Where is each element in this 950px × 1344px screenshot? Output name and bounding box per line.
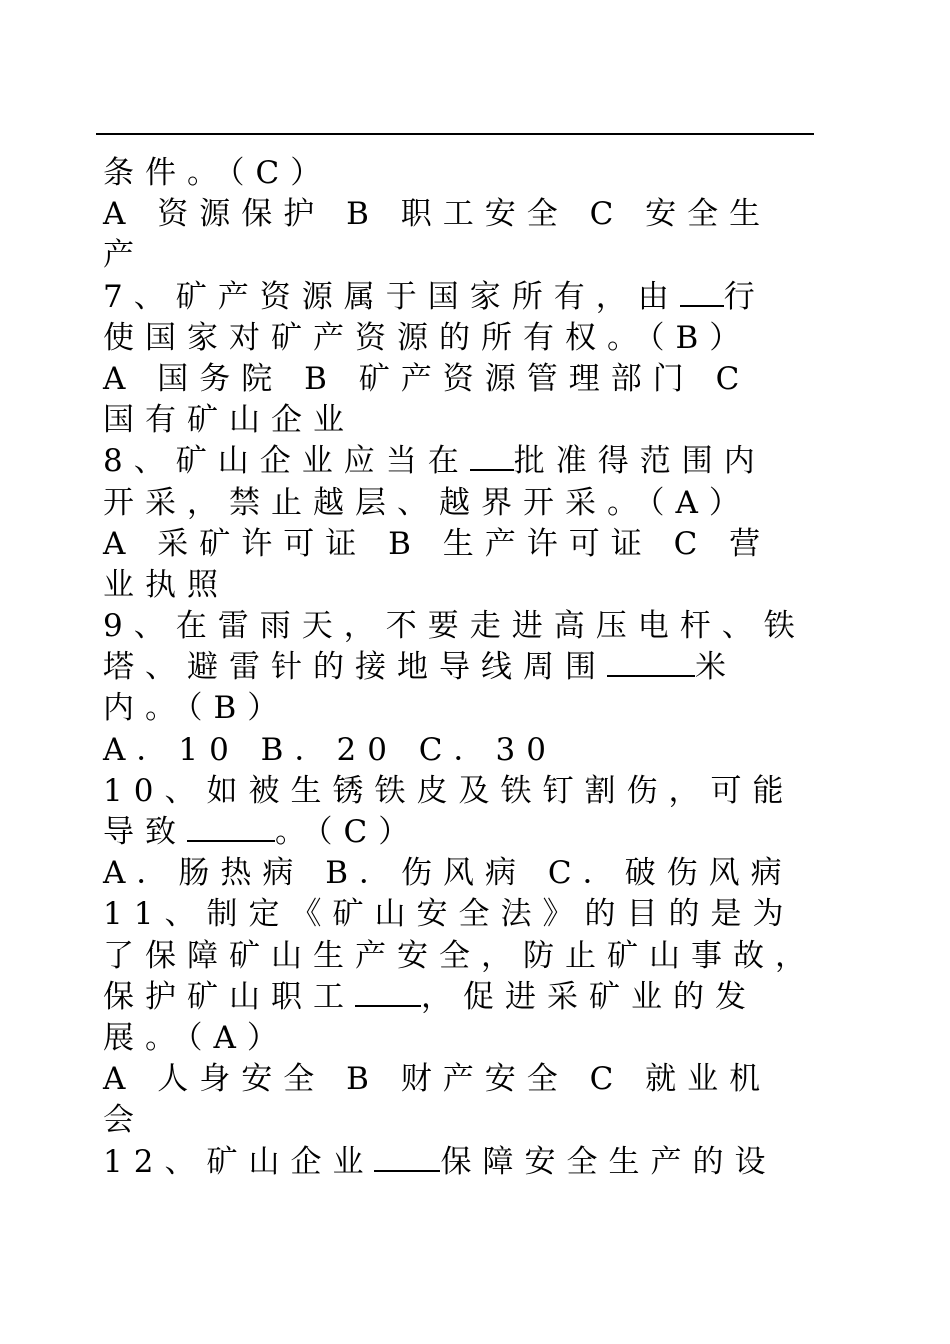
header-rule [96, 133, 814, 135]
fill-in-blank [355, 977, 421, 1007]
answer-options-line: A．肠热病 B．伤风病 C．破伤风病 [103, 855, 793, 892]
text-line: 塔、避雷针的接地导线周围 米 [103, 649, 737, 686]
fill-in-blank [374, 1142, 440, 1172]
text-line: 条件。（C） [103, 155, 333, 191]
text-line: 导致 。（C） [103, 814, 421, 850]
question-11-line: 11、制定《矿山安全法》的目的是为 [103, 896, 795, 933]
fill-in-blank [680, 277, 724, 307]
text-line: 内。（B） [103, 690, 290, 727]
question-12-line: 12、矿山企业 保障安全生产的设 [103, 1143, 777, 1180]
question-10-line: 10、如被生锈铁皮及铁钉割伤，可能 [103, 772, 795, 809]
document-body [103, 153, 863, 1183]
fill-in-blank [607, 647, 695, 677]
text-line: 会 [103, 1102, 145, 1139]
answer-options-line: A 采矿许可证 B 生产许可证 C 营 [103, 525, 772, 562]
answer-options-line: A 人身安全 B 财产安全 C 就业机 [103, 1061, 772, 1098]
question-7-line: 7、矿产资源属于国家所有，由 行 [103, 278, 766, 315]
answer-options-line: A 资源保护 B 职工安全 C 安全生 [103, 196, 772, 233]
fill-in-blank [187, 812, 275, 842]
question-9-line: 9、在雷雨天，不要走进高压电杆、铁 [103, 608, 806, 645]
text-line: 业执照 [103, 566, 229, 603]
text-line: 开采，禁止越层、越界开采。（A） [103, 484, 751, 521]
text-line: 国有矿山企业 [103, 402, 355, 439]
text-line: 了保障矿山生产安全，防止矿山事故， [103, 937, 817, 974]
question-8-line: 8、矿山企业应当在 批准得范围内 [103, 443, 766, 480]
text-line: 使国家对矿产资源的所有权。（B） [103, 319, 752, 356]
text-line: 展。（A） [103, 1019, 289, 1056]
fill-in-blank [470, 441, 514, 471]
answer-options-line: A．10 B．20 C．30 [103, 731, 557, 768]
text-line: 产 [103, 237, 145, 274]
text-line: 保护矿山职工 ，促进采矿业的发 [103, 978, 757, 1015]
answer-options-line: A 国务院 B 矿产资源管理部门 C [103, 360, 751, 397]
